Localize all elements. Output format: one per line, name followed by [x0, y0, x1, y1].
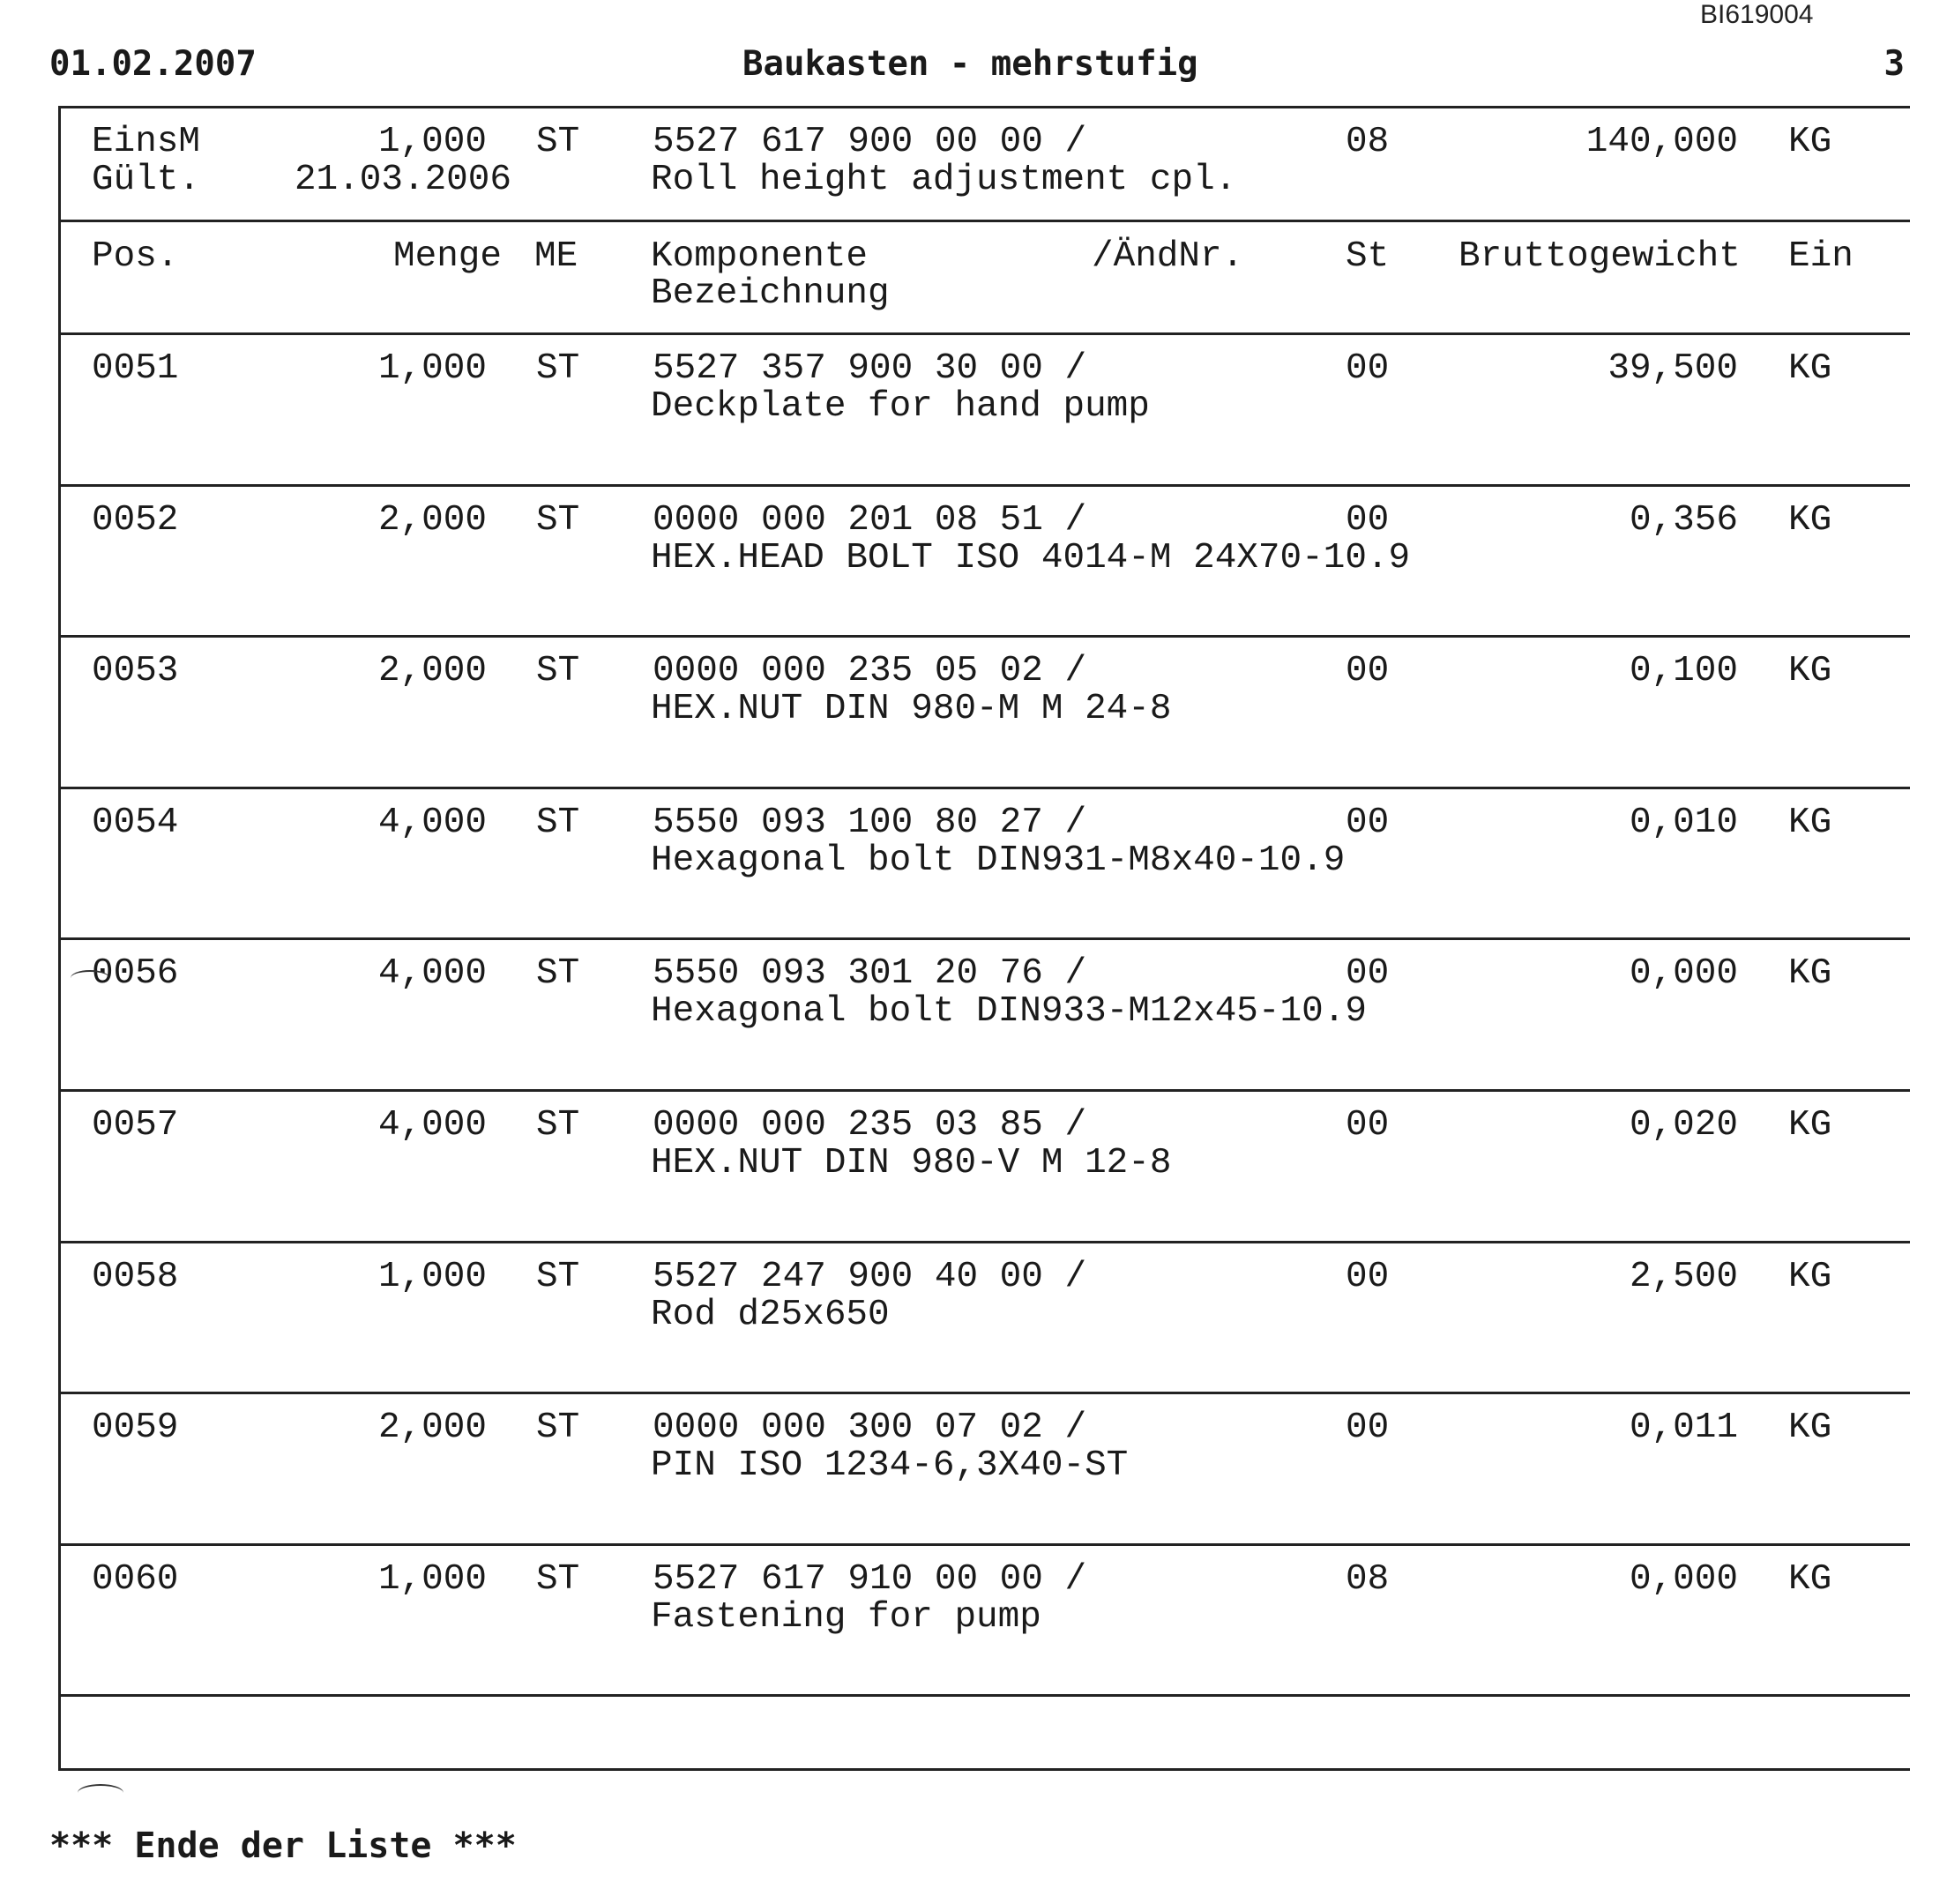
divider: [58, 332, 1910, 335]
row-description: Rod d25x650: [651, 1294, 890, 1335]
pen-mark: [78, 1784, 123, 1802]
row-part-number: 0000 000 235 05 02 /: [653, 651, 1087, 692]
row-position: 0052: [92, 499, 179, 541]
row-description: HEX.NUT DIN 980-M M 24-8: [651, 689, 1172, 730]
assembly-weight-unit: KG: [1788, 122, 1832, 162]
row-quantity: 1,000: [377, 348, 487, 389]
row-status: 00: [1346, 953, 1390, 995]
col-aendnr: /ÄndNr.: [1092, 236, 1244, 277]
divider: [58, 106, 1910, 108]
col-pos: Pos.: [92, 236, 179, 277]
row-part-number: 5550 093 301 20 76 /: [653, 953, 1087, 995]
row-unit: ST: [536, 802, 580, 843]
row-status: 00: [1346, 1256, 1390, 1297]
row-weight-unit: KG: [1788, 802, 1832, 843]
assembly-status: 08: [1346, 122, 1390, 162]
row-part-number: 0000 000 300 07 02 /: [653, 1407, 1087, 1449]
row-unit: ST: [536, 1407, 580, 1449]
document-id: BI619004: [1700, 0, 1814, 29]
col-bruttogewicht: Bruttogewicht: [1458, 236, 1741, 277]
row-quantity: 1,000: [377, 1256, 487, 1297]
row-status: 00: [1346, 1407, 1390, 1449]
row-weight-unit: KG: [1788, 499, 1832, 541]
row-gross-weight: 0,000: [1629, 953, 1738, 995]
divider: [58, 1089, 1910, 1092]
row-status: 00: [1346, 651, 1390, 692]
row-part-number: 5527 357 900 30 00 /: [653, 348, 1087, 389]
row-weight-unit: KG: [1788, 953, 1832, 995]
divider: [58, 1392, 1910, 1394]
row-status: 00: [1346, 802, 1390, 843]
row-gross-weight: 0,356: [1629, 499, 1738, 541]
pen-mark: [71, 970, 109, 986]
row-position: 0057: [92, 1105, 179, 1146]
row-part-number: 5527 617 910 00 00 /: [653, 1558, 1087, 1600]
row-unit: ST: [536, 1105, 580, 1146]
row-gross-weight: 0,020: [1629, 1105, 1738, 1146]
row-quantity: 4,000: [377, 1105, 487, 1146]
row-part-number: 5527 247 900 40 00 /: [653, 1256, 1087, 1297]
row-position: 0056: [92, 953, 179, 995]
col-ein: Ein: [1788, 236, 1854, 277]
row-part-number: 0000 000 201 08 51 /: [653, 499, 1087, 541]
divider: [58, 1543, 1910, 1546]
row-status: 00: [1346, 348, 1390, 389]
col-me: ME: [534, 236, 578, 277]
row-gross-weight: 0,000: [1629, 1558, 1738, 1600]
row-gross-weight: 2,500: [1629, 1256, 1738, 1297]
assembly-unit: ST: [536, 122, 580, 162]
row-part-number: 0000 000 235 03 85 /: [653, 1105, 1087, 1146]
row-description: Fastening for pump: [651, 1596, 1041, 1638]
divider: [58, 635, 1910, 638]
row-gross-weight: 39,500: [1608, 348, 1738, 389]
row-status: 00: [1346, 499, 1390, 541]
row-description: Deckplate for hand pump: [651, 386, 1150, 427]
row-weight-unit: KG: [1788, 1407, 1832, 1449]
row-position: 0051: [92, 348, 179, 389]
row-position: 0060: [92, 1558, 179, 1600]
col-menge: Menge: [393, 236, 503, 277]
divider: [58, 1694, 1910, 1697]
divider: [58, 484, 1910, 487]
row-quantity: 4,000: [377, 953, 487, 995]
row-quantity: 2,000: [377, 499, 487, 541]
assembly-description: Roll height adjustment cpl.: [651, 160, 1237, 200]
row-position: 0053: [92, 651, 179, 692]
validity-label: Gült.: [92, 160, 201, 200]
page-number: 3: [1884, 44, 1905, 84]
divider: [58, 937, 1910, 940]
row-description: Hexagonal bolt DIN931-M8x40-10.9: [651, 840, 1346, 881]
row-unit: ST: [536, 1558, 580, 1600]
divider: [58, 220, 1910, 222]
assembly-number: 5527 617 900 00 00 /: [653, 122, 1087, 162]
row-unit: ST: [536, 499, 580, 541]
row-weight-unit: KG: [1788, 1558, 1832, 1600]
row-gross-weight: 0,011: [1629, 1407, 1738, 1449]
divider: [58, 787, 1910, 789]
row-unit: ST: [536, 651, 580, 692]
assembly-quantity: 1,000: [377, 122, 487, 162]
row-position: 0054: [92, 802, 179, 843]
assembly-weight: 140,000: [1585, 122, 1738, 162]
assembly-label: EinsM: [92, 122, 201, 162]
row-gross-weight: 0,010: [1629, 802, 1738, 843]
row-description: Hexagonal bolt DIN933-M12x45-10.9: [651, 991, 1367, 1033]
row-part-number: 5550 093 100 80 27 /: [653, 802, 1087, 843]
divider: [58, 1241, 1910, 1243]
row-quantity: 2,000: [377, 1407, 487, 1449]
row-unit: ST: [536, 1256, 580, 1297]
row-status: 08: [1346, 1558, 1390, 1600]
validity-date: 21.03.2006: [294, 160, 511, 200]
row-weight-unit: KG: [1788, 1105, 1832, 1146]
col-st: St: [1346, 236, 1390, 277]
row-unit: ST: [536, 953, 580, 995]
row-status: 00: [1346, 1105, 1390, 1146]
col-bezeichnung: Bezeichnung: [651, 273, 890, 314]
row-weight-unit: KG: [1788, 1256, 1832, 1297]
row-unit: ST: [536, 348, 580, 389]
report-date: 01.02.2007: [49, 44, 257, 84]
row-quantity: 2,000: [377, 651, 487, 692]
row-weight-unit: KG: [1788, 348, 1832, 389]
col-komponente: Komponente: [651, 236, 869, 277]
report-title: Baukasten - mehrstufig: [742, 44, 1198, 84]
row-position: 0059: [92, 1407, 179, 1449]
row-description: PIN ISO 1234-6,3X40-ST: [651, 1445, 1129, 1487]
row-weight-unit: KG: [1788, 651, 1832, 692]
row-description: HEX.HEAD BOLT ISO 4014-M 24X70-10.9: [651, 537, 1411, 579]
row-quantity: 4,000: [377, 802, 487, 843]
divider: [58, 1768, 1910, 1771]
row-gross-weight: 0,100: [1629, 651, 1738, 692]
row-quantity: 1,000: [377, 1558, 487, 1600]
row-description: HEX.NUT DIN 980-V M 12-8: [651, 1143, 1172, 1183]
end-of-list: *** Ende der Liste ***: [49, 1826, 517, 1866]
row-position: 0058: [92, 1256, 179, 1297]
